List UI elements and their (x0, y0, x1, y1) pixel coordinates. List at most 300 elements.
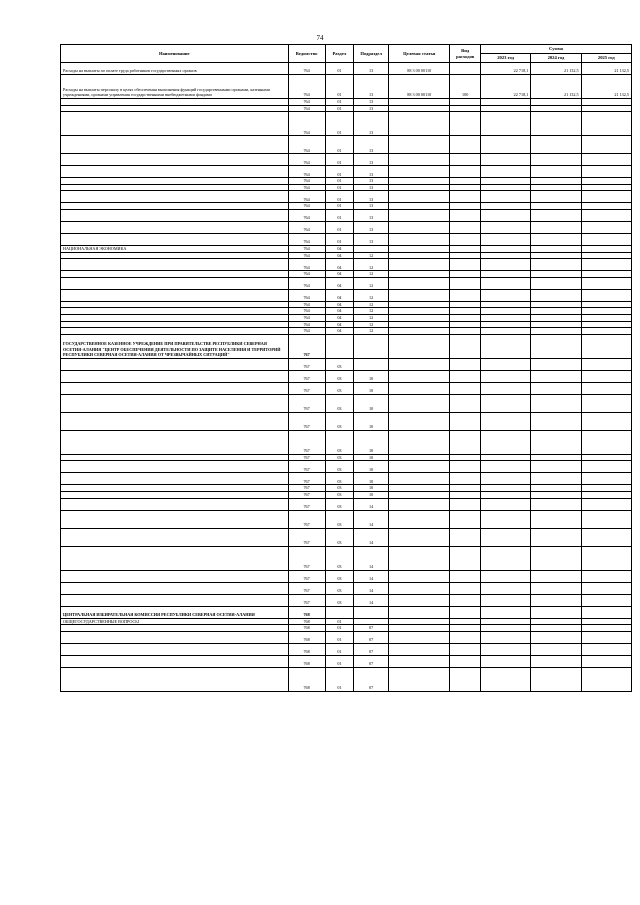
cell-b (531, 308, 581, 315)
cell-name (61, 643, 289, 655)
cell-name: НАЦИОНАЛЬНАЯ ЭКОНОМИКА (61, 245, 289, 252)
cell-a (481, 528, 531, 546)
cell-a (481, 382, 531, 394)
cell-b (531, 203, 581, 210)
cell-c (581, 570, 631, 582)
cell-pr: 13 (354, 154, 389, 166)
cell-dept: 764 (288, 136, 325, 154)
cell-pr: 10 (354, 394, 389, 412)
header-section: Раздел (325, 45, 353, 63)
cell-b (531, 430, 581, 454)
cell-dept: 767 (288, 485, 325, 492)
cell-pr: 10 (354, 412, 389, 430)
cell-vr (450, 461, 481, 473)
cell-b (531, 454, 581, 461)
cell-r: 01 (325, 191, 353, 203)
cell-cs (389, 245, 450, 252)
table-row (61, 485, 632, 492)
cell-cs (389, 221, 450, 233)
table-row (61, 166, 632, 178)
cell-cs (389, 510, 450, 528)
cell-pr: 13 (354, 99, 389, 106)
table-row (61, 334, 632, 358)
header-name: Наименование (61, 45, 289, 63)
cell-b (531, 328, 581, 335)
header-target: Целевая статья (389, 45, 450, 63)
cell-pr: 10 (354, 473, 389, 485)
cell-cs (389, 178, 450, 185)
cell-a (481, 314, 531, 321)
cell-c (581, 510, 631, 528)
cell-pr (354, 245, 389, 252)
cell-dept: 767 (288, 582, 325, 594)
cell-name (61, 461, 289, 473)
cell-r: 01 (325, 618, 353, 625)
cell-vr (450, 245, 481, 252)
cell-r: 01 (325, 643, 353, 655)
cell-vr (450, 570, 481, 582)
cell-r: 03 (325, 382, 353, 394)
cell-b (531, 510, 581, 528)
cell-r (325, 606, 353, 618)
cell-r (325, 334, 353, 358)
cell-cs (389, 209, 450, 221)
cell-dept: 768 (288, 625, 325, 632)
cell-pr: 14 (354, 594, 389, 606)
cell-r: 01 (325, 166, 353, 178)
table-row (61, 643, 632, 655)
cell-pr: 13 (354, 178, 389, 185)
cell-a (481, 308, 531, 315)
table-row (61, 221, 632, 233)
cell-c (581, 454, 631, 461)
cell-vr (450, 370, 481, 382)
cell-vr (450, 203, 481, 210)
cell-vr (450, 191, 481, 203)
cell-a (481, 166, 531, 178)
cell-name (61, 289, 289, 301)
cell-c (581, 301, 631, 308)
cell-name (61, 430, 289, 454)
cell-a (481, 546, 531, 570)
table-row (61, 358, 632, 370)
table-row (61, 412, 632, 430)
cell-c: 21 132,5 (581, 75, 631, 99)
cell-cs (389, 625, 450, 632)
cell-a (481, 277, 531, 289)
cell-pr: 12 (354, 314, 389, 321)
cell-pr: 14 (354, 546, 389, 570)
cell-name (61, 631, 289, 643)
table-row (61, 454, 632, 461)
cell-r: 03 (325, 498, 353, 510)
table-row (61, 259, 632, 271)
cell-c (581, 643, 631, 655)
cell-r: 04 (325, 308, 353, 315)
cell-r: 03 (325, 546, 353, 570)
cell-a (481, 618, 531, 625)
cell-pr: 07 (354, 643, 389, 655)
cell-pr: 14 (354, 498, 389, 510)
cell-name: ЦЕНТРАЛЬНАЯ ИЗБИРАТЕЛЬНАЯ КОМИССИЯ РЕСПУБЛИКИ СЕВЕРНАЯ ОСЕТИЯ-АЛАНИЯ (61, 606, 289, 618)
cell-name (61, 191, 289, 203)
cell-dept: 768 (288, 631, 325, 643)
cell-cs (389, 166, 450, 178)
cell-r: 01 (325, 154, 353, 166)
cell-dept: 764 (288, 289, 325, 301)
cell-pr: 13 (354, 166, 389, 178)
cell-a (481, 570, 531, 582)
table-row (61, 75, 632, 99)
cell-vr (450, 136, 481, 154)
cell-r: 03 (325, 570, 353, 582)
table-row (61, 105, 632, 112)
cell-cs (389, 259, 450, 271)
cell-name (61, 136, 289, 154)
cell-r: 04 (325, 328, 353, 335)
cell-vr (450, 321, 481, 328)
cell-c (581, 154, 631, 166)
cell-dept: 764 (288, 99, 325, 106)
cell-dept: 767 (288, 510, 325, 528)
cell-vr (450, 334, 481, 358)
cell-pr: 14 (354, 582, 389, 594)
cell-cs (389, 485, 450, 492)
cell-b (531, 233, 581, 245)
cell-r: 01 (325, 203, 353, 210)
cell-name (61, 625, 289, 632)
cell-cs (389, 582, 450, 594)
cell-pr (354, 606, 389, 618)
cell-name (61, 328, 289, 335)
cell-a (481, 510, 531, 528)
cell-c (581, 271, 631, 278)
cell-dept: 768 (288, 606, 325, 618)
table-row (61, 233, 632, 245)
cell-a (481, 328, 531, 335)
cell-b: 21 132,5 (531, 63, 581, 75)
cell-r: 04 (325, 289, 353, 301)
cell-pr: 12 (354, 321, 389, 328)
cell-vr (450, 491, 481, 498)
cell-vr (450, 328, 481, 335)
cell-a (481, 259, 531, 271)
table-row (61, 473, 632, 485)
cell-b (531, 105, 581, 112)
cell-vr (450, 184, 481, 191)
cell-name (61, 178, 289, 185)
cell-name (61, 112, 289, 136)
cell-b (531, 178, 581, 185)
cell-c (581, 412, 631, 430)
cell-c (581, 582, 631, 594)
cell-cs (389, 301, 450, 308)
cell-b (531, 473, 581, 485)
cell-a (481, 430, 531, 454)
cell-r: 03 (325, 528, 353, 546)
cell-c (581, 191, 631, 203)
cell-dept: 767 (288, 358, 325, 370)
cell-b (531, 570, 581, 582)
cell-b (531, 528, 581, 546)
cell-pr: 07 (354, 631, 389, 643)
cell-name (61, 485, 289, 492)
cell-name (61, 203, 289, 210)
cell-c (581, 328, 631, 335)
table-row (61, 606, 632, 618)
cell-vr (450, 510, 481, 528)
cell-b (531, 606, 581, 618)
cell-vr: 100 (450, 75, 481, 99)
cell-name (61, 370, 289, 382)
cell-vr (450, 112, 481, 136)
cell-c (581, 485, 631, 492)
cell-a (481, 209, 531, 221)
cell-r: 04 (325, 252, 353, 259)
cell-cs (389, 271, 450, 278)
cell-dept: 767 (288, 498, 325, 510)
table-row (61, 510, 632, 528)
cell-name (61, 394, 289, 412)
cell-dept: 768 (288, 655, 325, 667)
cell-b (531, 631, 581, 643)
cell-r: 01 (325, 184, 353, 191)
cell-c (581, 308, 631, 315)
cell-dept: 767 (288, 370, 325, 382)
cell-a (481, 358, 531, 370)
table-row (61, 394, 632, 412)
table-row (61, 314, 632, 321)
table-row (61, 625, 632, 632)
cell-b (531, 314, 581, 321)
cell-vr (450, 618, 481, 625)
cell-cs (389, 498, 450, 510)
cell-pr: 10 (354, 485, 389, 492)
cell-r: 03 (325, 510, 353, 528)
cell-name (61, 546, 289, 570)
cell-r: 01 (325, 75, 353, 99)
cell-dept: 764 (288, 314, 325, 321)
cell-name (61, 277, 289, 289)
cell-dept: 767 (288, 454, 325, 461)
cell-name (61, 655, 289, 667)
cell-cs (389, 112, 450, 136)
table-row (61, 308, 632, 315)
cell-cs (389, 606, 450, 618)
cell-r: 03 (325, 485, 353, 492)
cell-dept: 764 (288, 328, 325, 335)
cell-b (531, 166, 581, 178)
cell-name (61, 259, 289, 271)
cell-r: 03 (325, 582, 353, 594)
cell-c (581, 314, 631, 321)
cell-r: 04 (325, 245, 353, 252)
table-row (61, 328, 632, 335)
cell-cs (389, 105, 450, 112)
cell-r: 03 (325, 412, 353, 430)
cell-r: 04 (325, 271, 353, 278)
cell-b (531, 643, 581, 655)
cell-name (61, 582, 289, 594)
cell-dept: 767 (288, 394, 325, 412)
cell-cs (389, 667, 450, 691)
cell-dept: 764 (288, 154, 325, 166)
cell-c (581, 618, 631, 625)
cell-dept: 764 (288, 166, 325, 178)
cell-name (61, 382, 289, 394)
cell-c (581, 259, 631, 271)
cell-b (531, 154, 581, 166)
table-row (61, 321, 632, 328)
cell-cs (389, 358, 450, 370)
cell-b: 21 132,5 (531, 75, 581, 99)
cell-a (481, 394, 531, 412)
cell-vr (450, 289, 481, 301)
table-row (61, 191, 632, 203)
cell-vr (450, 382, 481, 394)
cell-dept: 764 (288, 301, 325, 308)
cell-a (481, 631, 531, 643)
cell-r: 01 (325, 112, 353, 136)
cell-r: 01 (325, 667, 353, 691)
table-row (61, 271, 632, 278)
cell-cs (389, 136, 450, 154)
cell-name (61, 154, 289, 166)
cell-c (581, 321, 631, 328)
cell-vr (450, 166, 481, 178)
cell-b (531, 99, 581, 106)
cell-b (531, 184, 581, 191)
cell-b (531, 209, 581, 221)
cell-r: 03 (325, 394, 353, 412)
cell-dept: 767 (288, 430, 325, 454)
cell-vr (450, 271, 481, 278)
cell-name (61, 321, 289, 328)
cell-vr (450, 582, 481, 594)
cell-vr (450, 528, 481, 546)
page-number: 74 (316, 34, 324, 42)
cell-cs (389, 643, 450, 655)
cell-c (581, 546, 631, 570)
cell-vr (450, 301, 481, 308)
table-row (61, 498, 632, 510)
cell-pr: 10 (354, 430, 389, 454)
cell-name (61, 358, 289, 370)
cell-name (61, 314, 289, 321)
cell-a (481, 233, 531, 245)
cell-cs (389, 277, 450, 289)
cell-c (581, 334, 631, 358)
cell-b (531, 252, 581, 259)
table-row (61, 528, 632, 546)
cell-vr (450, 625, 481, 632)
cell-pr: 12 (354, 308, 389, 315)
cell-a: 22 718,1 (481, 75, 531, 99)
cell-r: 03 (325, 430, 353, 454)
cell-pr: 10 (354, 370, 389, 382)
table-row (61, 99, 632, 106)
cell-c (581, 289, 631, 301)
table-row (61, 178, 632, 185)
cell-a (481, 491, 531, 498)
cell-name: Расходы на выплаты по оплате труда работников государственных органов (61, 63, 289, 75)
cell-pr: 10 (354, 461, 389, 473)
cell-b (531, 221, 581, 233)
cell-dept: 767 (288, 382, 325, 394)
table-row (61, 252, 632, 259)
cell-b (531, 655, 581, 667)
cell-vr (450, 308, 481, 315)
cell-vr (450, 498, 481, 510)
cell-b (531, 271, 581, 278)
cell-vr (450, 178, 481, 185)
cell-name (61, 99, 289, 106)
budget-table-body (61, 63, 632, 692)
table-row (61, 461, 632, 473)
cell-c (581, 491, 631, 498)
cell-r: 01 (325, 631, 353, 643)
cell-b (531, 245, 581, 252)
cell-c (581, 203, 631, 210)
cell-a (481, 321, 531, 328)
cell-cs (389, 252, 450, 259)
cell-cs (389, 528, 450, 546)
cell-r: 01 (325, 221, 353, 233)
cell-r: 01 (325, 209, 353, 221)
cell-r: 01 (325, 233, 353, 245)
cell-a: 22 718,1 (481, 63, 531, 75)
cell-dept: 768 (288, 667, 325, 691)
cell-dept: 768 (288, 618, 325, 625)
table-row (61, 655, 632, 667)
cell-pr: 12 (354, 277, 389, 289)
cell-pr (354, 334, 389, 358)
table-row (61, 184, 632, 191)
cell-a (481, 655, 531, 667)
cell-cs (389, 99, 450, 106)
cell-vr (450, 314, 481, 321)
cell-b (531, 259, 581, 271)
cell-cs (389, 454, 450, 461)
cell-cs: 88 3 00 00110 (389, 75, 450, 99)
cell-cs (389, 321, 450, 328)
cell-dept: 767 (288, 491, 325, 498)
cell-pr: 13 (354, 209, 389, 221)
cell-name (61, 412, 289, 430)
cell-r: 04 (325, 314, 353, 321)
cell-cs (389, 289, 450, 301)
cell-r: 03 (325, 594, 353, 606)
cell-r: 01 (325, 105, 353, 112)
cell-name (61, 594, 289, 606)
cell-vr (450, 485, 481, 492)
cell-r: 01 (325, 625, 353, 632)
cell-pr: 14 (354, 570, 389, 582)
cell-a (481, 252, 531, 259)
cell-a (481, 473, 531, 485)
cell-a (481, 203, 531, 210)
cell-pr (354, 618, 389, 625)
cell-c (581, 528, 631, 546)
cell-c (581, 358, 631, 370)
cell-dept: 764 (288, 178, 325, 185)
cell-c (581, 370, 631, 382)
cell-dept: 764 (288, 209, 325, 221)
cell-a (481, 334, 531, 358)
cell-r: 01 (325, 178, 353, 185)
cell-name (61, 510, 289, 528)
table-row (61, 289, 632, 301)
